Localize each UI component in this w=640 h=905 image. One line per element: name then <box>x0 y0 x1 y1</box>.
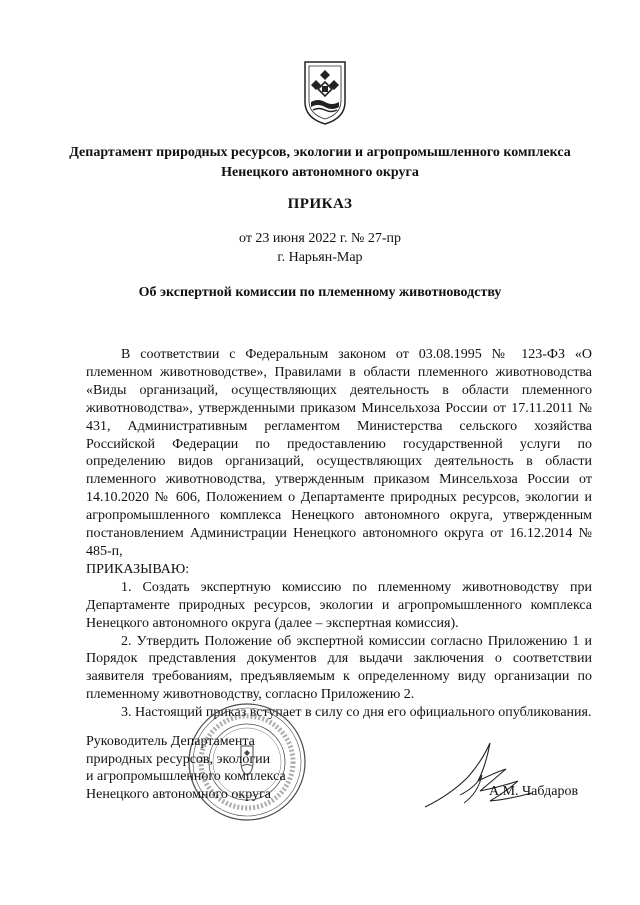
order-city: г. Нарьян-Мар <box>277 250 363 265</box>
order-item-1: 1. Создать экспертную комиссию по племенному животноводству при Департаменте природных ресурсов, экологии и агропромышленного комплекса Ненецкого автономного округа (далее – экспертная комиссия). <box>86 579 592 631</box>
preamble-paragraph: В соответствии с Федеральным законом от 03.08.1995 № 123-ФЗ «О племенном животноводстве», Правилами в области племенного животноводства «Виды организаций, осуществляющих деятельность в области племенного животноводства», утвержденными приказом Минсельхоза России от 17.11.2011 № 431, Административным регламентом Министерства сельского хозяйства Российской Федерации по предоставлению государственной услуги по определению видов организаций, осуществляющих деятельность в области племенного животноводства, утвержденным приказом Минсельхоза России от 14.10.2020 № 606, Положением о Департаменте природных ресурсов, экологии и агропромышленного комплекса Ненецкого автономного округа, утвержденным постановлением Администрации Ненецкого автономного округа от 16.12.2014 № 485-п, <box>86 347 592 559</box>
order-date-number: от 23 июня 2022 г. № 27-пр <box>239 231 401 246</box>
order-body <box>86 346 592 722</box>
signatory-position-line-4: Ненецкого автономного округа <box>86 786 271 802</box>
signatory-position-line-1: Руководитель Департамента <box>86 734 255 749</box>
signatory-name: А.М. Чабдаров <box>489 784 579 799</box>
order-item-2: 2. Утвердить Положение об экспертной комиссии согласно Приложению 1 и Порядок представления документов для выдачи заключения о соответствии заявителя требованиям, предъявляемым к определенному виду организации по племенному животноводству, согласно Приложению 2. <box>86 633 592 703</box>
order-subject: Об экспертной комиссии по племенному животноводству <box>138 285 502 300</box>
coat-of-arms-icon <box>302 58 348 126</box>
prikazyvayu-line: ПРИКАЗЫВАЮ: <box>86 561 190 577</box>
signatory-position-line-2: природных ресурсов, экологии <box>86 751 271 767</box>
order-item-3: 3. Настоящий приказ вступает в силу со дня его официального опубликования. <box>121 705 592 721</box>
signatory-position-line-3: и агропромышленного комплекса <box>86 769 286 784</box>
document-title: ПРИКАЗ <box>287 196 353 212</box>
signatory-position <box>86 733 286 803</box>
handwritten-signature <box>420 735 540 815</box>
department-name: Департамент природных ресурсов, экологии и агропромышленного комплекса Ненецкого автономного округа <box>69 145 571 180</box>
